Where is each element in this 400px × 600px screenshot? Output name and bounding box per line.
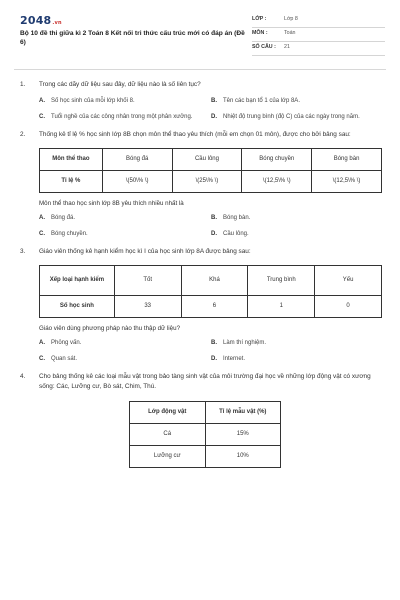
meta-label: SỐ CÂU :	[252, 44, 276, 50]
answer-option-c[interactable]	[39, 230, 211, 239]
table-row	[130, 402, 281, 424]
question-text: Cho bảng thống kê các loại mẫu vật trong bảo tàng sinh vật của môi trường đại học về những lớp động vật có xương sống: Các, Lưỡng cư, Bò sát, Chim, Thú.	[39, 373, 371, 390]
table-cell: 1	[248, 296, 315, 318]
table-cell: \(50\% \)	[102, 171, 172, 193]
table-cell: Xếp loại hạnh kiểm	[40, 266, 115, 296]
meta-label: MÔN :	[252, 30, 268, 36]
option-text: Tên các bạn tổ 1 của lớp 8A.	[223, 98, 300, 104]
option-letter: A.	[39, 340, 45, 346]
question-text: Giáo viên thống kê hạnh kiểm học kì I của học sinh lớp 8A được bảng sau:	[39, 248, 251, 255]
question-text: Thống kê tỉ lệ % học sinh lớp 8B chọn môn thể thao yêu thích (mỗi em chọn 01 môn), được cho bởi bảng sau:	[39, 131, 351, 138]
question-2	[20, 130, 386, 239]
question-number: 1.	[20, 81, 26, 88]
table-cell: Khá	[181, 266, 248, 296]
question-4	[20, 372, 386, 468]
answer-option-a[interactable]	[39, 339, 211, 348]
data-table	[39, 265, 382, 318]
option-letter: C.	[39, 356, 45, 362]
table-cell: Lớp động vật	[130, 402, 206, 424]
option-letter: A.	[39, 98, 45, 104]
answer-option-d[interactable]	[211, 113, 383, 122]
option-text: Cầu lông.	[223, 231, 249, 237]
table-row	[40, 171, 382, 193]
table-cell: Yếu	[315, 266, 382, 296]
meta-label: LỚP :	[252, 16, 267, 22]
table-row	[40, 296, 382, 318]
table-cell: Bóng đá	[102, 149, 172, 171]
option-letter: B.	[211, 340, 217, 346]
table-cell: \(25\% \)	[172, 171, 242, 193]
answer-option-b[interactable]	[211, 339, 383, 348]
answer-option-d[interactable]	[211, 230, 383, 239]
question-sub-stem: Giáo viên dùng phương pháp nào thu thập dữ liệu?	[39, 325, 181, 332]
option-text: Bóng bàn.	[223, 215, 251, 221]
meta-value: Lớp 8	[284, 16, 298, 22]
table-cell: Tốt	[114, 266, 181, 296]
header-divider	[14, 69, 386, 70]
table-cell: Bóng bàn	[312, 149, 382, 171]
table-row	[130, 446, 281, 468]
table-row	[40, 266, 382, 296]
table-cell: Trung bình	[248, 266, 315, 296]
question-stem	[20, 80, 386, 90]
option-letter: D.	[211, 356, 217, 362]
table-cell: 0	[315, 296, 382, 318]
answer-options	[39, 339, 386, 364]
answer-option-d[interactable]	[211, 355, 383, 364]
answer-options	[39, 214, 386, 239]
table-cell: \(12,5\% \)	[312, 171, 382, 193]
option-letter: C.	[39, 114, 45, 120]
table-cell: \(12,5\% \)	[242, 171, 312, 193]
option-text: Làm thí nghiệm.	[223, 340, 267, 346]
table-row	[40, 149, 382, 171]
meta-row-class	[252, 16, 385, 28]
answer-option-b[interactable]	[211, 214, 383, 223]
table-cell: Cá	[130, 424, 206, 446]
option-text: Phỏng vấn.	[51, 340, 82, 346]
option-letter: B.	[211, 215, 217, 221]
question-3	[20, 247, 386, 364]
logo-main-text: 2048	[20, 14, 52, 27]
question-text: Trong các dãy dữ liệu sau đây, dữ liệu nào là số liên tục?	[39, 81, 201, 88]
option-letter: D.	[211, 114, 217, 120]
meta-row-subject	[252, 30, 385, 42]
question-1	[20, 80, 386, 122]
option-letter: D.	[211, 231, 217, 237]
question-stem	[20, 247, 386, 257]
answer-option-a[interactable]	[39, 97, 211, 106]
question-list	[20, 80, 386, 476]
document-meta	[252, 16, 385, 58]
table-cell: 15%	[205, 424, 280, 446]
question-stem	[20, 372, 386, 392]
option-text: Quan sát.	[51, 356, 78, 362]
meta-row-question-count	[252, 44, 385, 56]
site-logo[interactable]	[20, 14, 62, 27]
data-table	[39, 148, 382, 193]
question-sub-stem: Môn thể thao học sinh lớp 8B yêu thích nhiều nhất là	[39, 200, 184, 207]
table-cell: 10%	[205, 446, 280, 468]
answer-option-c[interactable]	[39, 113, 211, 122]
answer-option-b[interactable]	[211, 97, 383, 106]
table-cell: Bóng chuyền	[242, 149, 312, 171]
meta-value: 21	[284, 44, 290, 50]
question-number: 2.	[20, 131, 26, 138]
table-cell: Tỉ lệ mẫu vật (%)	[205, 402, 280, 424]
document-header	[20, 14, 385, 62]
option-text: Internet.	[223, 356, 246, 362]
option-text: Bóng đá.	[51, 215, 76, 221]
logo-domain-text: .vn	[52, 20, 62, 26]
table-row	[130, 424, 281, 446]
table-cell: Số học sinh	[40, 296, 115, 318]
meta-value: Toán	[284, 30, 296, 36]
data-table	[129, 401, 281, 468]
option-text: Tuổi nghề của các công nhân trong một phân xưởng.	[51, 114, 193, 120]
answer-option-a[interactable]	[39, 214, 211, 223]
answer-options	[39, 97, 386, 122]
question-stem	[20, 130, 386, 140]
table-cell: Tỉ lệ %	[40, 171, 103, 193]
question-number: 4.	[20, 373, 26, 380]
table-cell: 6	[181, 296, 248, 318]
table-cell: 33	[114, 296, 181, 318]
option-letter: C.	[39, 231, 45, 237]
table-cell: Lưỡng cư	[130, 446, 206, 468]
option-text: Bóng chuyền.	[51, 231, 88, 237]
option-letter: B.	[211, 98, 217, 104]
table-cell: Cầu lông	[172, 149, 242, 171]
option-text: Số học sinh của mỗi lớp khối 8.	[51, 98, 135, 104]
table-cell: Môn thể thao	[40, 149, 103, 171]
question-number: 3.	[20, 248, 26, 255]
document-title: Bộ 10 đề thi giữa kì 2 Toán 8 Kết nối tri thức cấu trúc mới có đáp án (Đề 6)	[20, 30, 245, 46]
option-text: Nhiệt độ trung bình (độ C) của các ngày trong năm.	[223, 114, 360, 120]
answer-option-c[interactable]	[39, 355, 211, 364]
option-letter: A.	[39, 215, 45, 221]
